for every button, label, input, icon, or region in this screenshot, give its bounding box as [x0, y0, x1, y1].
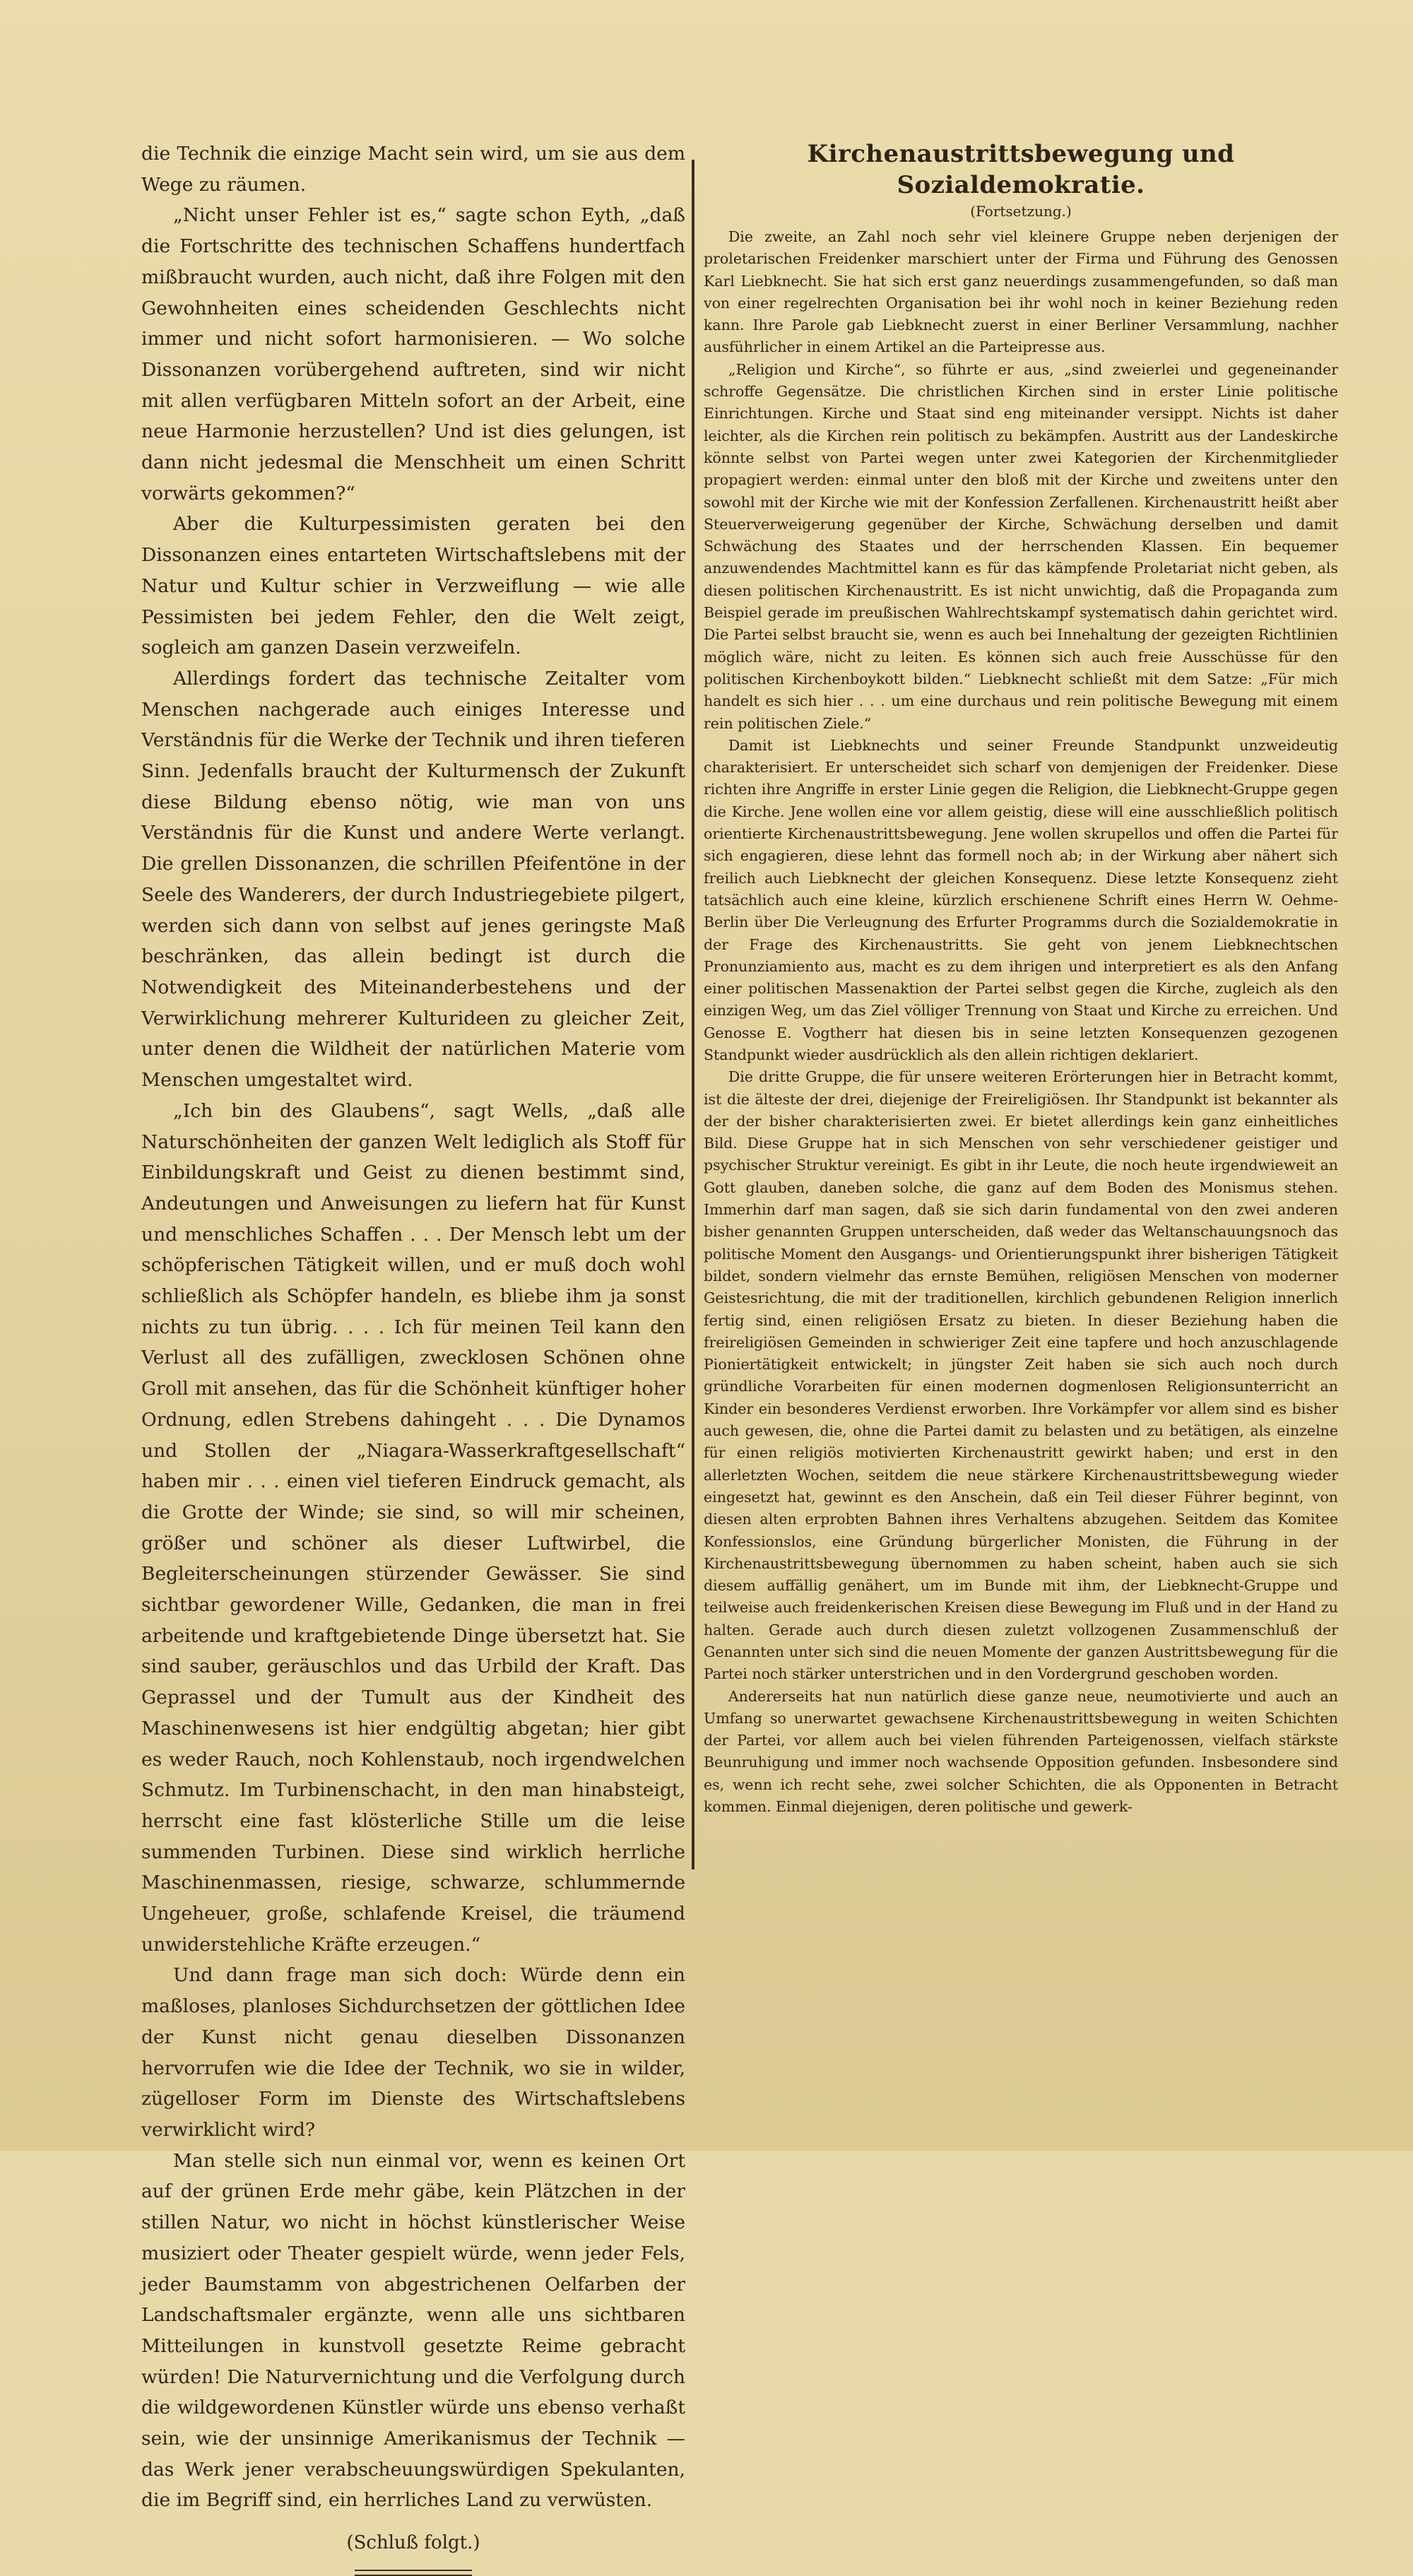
- left-paragraph: Aber die Kulturpessimisten geraten bei den Dissonanzen eines entarteten Wirtschaftslebens mit der Natur und Kultur schier in Verzweiflung — wie alle Pessimisten bei jedem Fehler, den die Welt zeigt, sogleich am ganzen Dasein verzweifeln.: [141, 513, 685, 659]
- left-paragraph: Und dann frage man sich doch: Würde denn ein maßloses, planloses Sichdurchsetzen der göttlichen Idee der Kunst nicht genau dieselben Dissonanzen hervorrufen wie die Idee der Technik, wo sie in wilder, zügelloser Form im Dienste des Wirtschaftslebens verwirklicht wird?: [141, 1964, 685, 2141]
- right-paragraph: „Religion und Kirche“, so führte er aus, „sind zweierlei und gegeneinander schroffe Gegensätze. Die christlichen Kirchen sind in erster Linie politische Einrichtungen. Kirche und Staat sind eng miteinander versippt. Nichts ist daher leichter, als die Kirchen rein politisch zu bekämpfen. Austritt aus der Landeskirche könnte selbst von Partei wegen unter zwei Kategorien der Kirchenmitglieder propagiert werden: einmal unter den bloß mit der Kirche und zweitens unter den sowohl mit der Kirche wie mit der Konfession Zerfallenen. Kirchenaustritt heißt aber Steuerverweigerung gegenüber der Kirche, Schwächung derselben und damit Schwächung des Staates und der herrschenden Klassen. Ein bequemer anzuwendendes Machtmittel kann es für das kämpfende Proletariat nicht geben, als diesen politischen Kirchenaustritt. Es ist nicht unwichtig, daß die Propaganda zum Beispiel gerade im preußischen Wahlrechtskampf systematisch dahin gerichtet wird. Die Partei selbst braucht sie, wenn es auch bei Innehaltung der gezeigten Richtlinien möglich wäre, nicht zu leiten. Es können sich auch freie Ausschüsse für den politischen Kirchenboykott bilden.“ Liebknecht schließt mit dem Satze: „Für mich handelt es sich hier . . . um eine durchaus und rein politische Bewegung mit einem rein politischen Ziele.“: [704, 360, 1338, 732]
- article-subhead: (Fortsetzung.): [970, 203, 1072, 220]
- right-paragraph: Andererseits hat nun natürlich diese ganze neue, neumotivierte und auch an Umfang so unerwartet gewachsene Kirchenaustrittsbewegung in weiten Schichten der Partei, vor allem auch bei vielen führenden Parteigenossen, vielfach stärkste Beunruhigung und immer noch wachsende Opposition gefunden. Insbesondere sind es, wenn ich recht sehe, zwei solcher Schichten, die als Opponenten in Betracht kommen. Einmal diejenigen, deren politische und gewerk-: [704, 1687, 1338, 1816]
- left-paragraph: die Technik die einzige Macht sein wird, um sie aus dem Wege zu räumen.: [141, 143, 685, 196]
- left-paragraph: „Ich bin des Glaubens“, sagt Wells, „daß alle Naturschönheiten der ganzen Welt lediglich als Stoff für Einbildungskraft und Geist zu dienen bestimmt sind, Andeutungen und Anweisungen zu liefern hat für Kunst und menschliches Schaffen . . . Der Mensch lebt um der schöpferischen Tätigkeit willen, und er muß doch wohl schließlich als Schöpfer handeln, es bliebe ihm ja sonst nichts zu tun übrig. . . . Ich für meinen Teil kann den Verlust all des zufälligen, zwecklosen Schönen ohne Groll mit ansehen, das für die Schönheit künftiger hoher Ordnung, edlen Strebens dahingeht . . . Die Dynamos und Stollen der „Niagara-Wasserkraftgesellschaft“ haben mir . . . einen viel tieferen Eindruck gemacht, als die Grotte der Winde; sie sind, so will mir scheinen, größer und schöner als dieser Luftwirbel, die Begleiterscheinungen stürzender Gewässer. Sie sind sichtbar gewordener Wille, Gedanken, die man in frei arbeitende und kraftgebietende Dinge übersetzt hat. Sie sind sauber, geräuschlos und das Urbild der Kraft. Das Geprassel und der Tumult aus der Kindheit des Maschinenwesens ist hier endgültig abgetan; hier gibt es weder Rauch, noch Kohlenstaub, noch irgendwelchen Schmutz. Im Turbinenschacht, in den man hinabsteigt, herrscht eine fast klösterliche Stille um die leise summenden Turbinen. Diese sind wirklich herrliche Maschinenmassen, riesige, schwarze, schlummernde Ungeheuer, große, schlafende Kreisel, die träumend unwiderstehliche Kräfte erzeugen.“: [141, 1099, 685, 1956]
- continuation-note: (Schluß folgt.): [346, 2532, 480, 2554]
- left-paragraph: „Nicht unser Fehler ist es,“ sagte schon Eyth, „daß die Fortschritte des technischen Schaffens hundertfach mißbraucht wurden, auch nicht, daß ihre Folgen mit den Gewohnheiten eines scheidenden Geschlechts nicht immer und nicht sofort harmonisieren. — Wo solche Dissonanzen vorübergehend auftreten, sind wir nicht mit allen verfügbaren Mitteln sofort an der Arbeit, eine neue Harmonie herzustellen? Und ist dies gelungen, ist dann nicht jedesmal die Menschheit um einen Schritt vorwärts gekommen?“: [141, 204, 685, 504]
- right-paragraph: Die dritte Gruppe, die für unsere weiteren Erörterungen hier in Betracht kommt, ist die älteste der drei, diejenige der Freireligiösen. Ihr Standpunkt ist bekannter als der der bisher charakterisierten zwei. Er bietet allerdings kein ganz einheitliches Bild. Diese Gruppe hat in sich Menschen von sehr verschiedener geistiger und psychischer Struktur vereinigt. Es gibt in ihr Leute, die noch heute irgendwieweit an Gott glauben, daneben solche, die ganz auf dem Boden des Monismus stehen. Immerhin darf man sagen, daß sie sich darin fundamental von den zwei anderen bisher genannten Gruppen unterscheiden, daß weder das Weltanschauungsnoch das politische Moment den Ausgangs- und Orientierungspunkt ihrer bisherigen Tätigkeit bildet, sondern vielmehr das ernste Bemühen, religiösen Menschen von moderner Geistesrichtung, die mit der traditionellen, kirchlich gebundenen Religion innerlich fertig sind, einen religiösen Ersatz zu bieten. In dieser Beziehung haben die freireligiösen Gemeinden in schwieriger Zeit eine tapfere und hoch anzuschlagende Pioniertätigkeit entwickelt; in jüngster Zeit haben sie sich auch noch durch gründliche Vorarbeiten für einen modernen dogmenlosen Religionsunterricht an Kinder ein besonderes Verdienst erworben. Ihre Vorkämpfer vor allem sind es bisher auch gewesen, die, ohne die Partei damit zu belasten und zu betätigen, als einzelne für einen religiös motivierten Kirchenaustritt gewirkt haben; und erst in den allerletzten Wochen, seitdem die neue stärkere Kirchenaustrittsbewegung wieder eingesetzt hat, gewinnt es den Anschein, daß ein Teil dieser Führer beginnt, von diesen alten erprobten Bahnen ihres Verhaltens abzugehen. Seitdem das Komitee Konfessionslos, eine Gründung bürgerlicher Monisten, die Führung in der Kirchenaustrittsbewegung übernommen zu haben scheint, haben auch sie sich diesem auffällig genähert, um im Bunde mit ihm, der Liebknecht-Gruppe und teilweise auch freidenkerischen Kreisen diese Bewegung im Fluß und in der Hand zu halten. Gerade auch durch diesen zuletzt vollzogenen Zusammenschluß der Genannten unter sich sind die neuen Momente der ganzen Austrittsbewegung für die Partei noch stärker unterstrichen und in den Vordergrund geschoben worden.: [704, 1068, 1338, 1683]
- right-column: [704, 138, 1338, 1818]
- left-paragraph: Allerdings fordert das technische Zeitalter vom Menschen nachgerade auch einiges Interesse und Verständnis für die Werke der Technik und ihren tieferen Sinn. Jedenfalls braucht der Kulturmensch der Zukunft diese Bildung ebenso nötig, wie man von uns Verständnis für die Kunst und andere Werte verlangt. Die grellen Dissonanzen, die schrillen Pfeifentöne in der Seele des Wanderers, der durch Industriegebiete pilgert, werden sich dann von selbst auf jenes geringste Maß beschränken, das allein bedingt ist durch die Notwendigkeit des Miteinanderbestehens und der Verwirklichung mehrerer Kulturideen zu gleicher Zeit, unter denen die Wildheit der natürlichen Materie vom Menschen umgestaltet wird.: [141, 667, 685, 1092]
- column-divider: [692, 160, 694, 1869]
- article-headline: Kirchenaustrittsbewegung und Sozialdemokratie.: [807, 140, 1235, 199]
- right-paragraph: Die zweite, an Zahl noch sehr viel kleinere Gruppe neben derjenigen der proletarischen Freidenker marschiert unter der Firma und Führung des Genossen Karl Liebknecht. Sie hat sich erst ganz neuerdings zusammengefunden, so daß man von einer regelrechten Organisation bei ihr wohl noch in keiner Beziehung reden kann. Ihre Parole gab Liebknecht zuerst in einer Berliner Versammlung, nachher ausführlicher in einem Artikel an die Parteipresse aus.: [704, 228, 1338, 356]
- left-paragraph: Man stelle sich nun einmal vor, wenn es keinen Ort auf der grünen Erde mehr gäbe, kein Plätzchen in der stillen Natur, wo nicht in höchst künstlerischer Weise musiziert oder Theater gespielt würde, wenn jeder Fels, jeder Baumstamm von abgestrichenen Oelfarben der Landschaftsmaler ergänzte, wenn alle uns sichtbaren Mitteilungen in kunstvoll gesetzte Reime gebracht würden! Die Naturvernichtung und die Verfolgung durch die wildgewordenen Künstler würde uns ebenso verhaßt sein, wie der unsinnige Amerikanismus der Technik — das Werk jener verabscheuungswürdigen Spekulanten, die im Begriff sind, ein herrliches Land zu verwüsten.: [141, 2149, 685, 2512]
- right-paragraph: Damit ist Liebknechts und seiner Freunde Standpunkt unzweideutig charakterisiert. Er unterscheidet sich scharf von demjenigen der Freidenker. Diese richten ihre Angriffe in erster Linie gegen die Religion, die Liebknecht-Gruppe gegen die Kirche. Jene wollen eine vor allem geistig, diese will eine ausschließlich politisch orientierte Kirchenaustrittsbewegung. Jene wollen skrupellos und offen die Partei für sich engagieren, diese lehnt das formell noch ab; in der Wirkung aber nähert sich freilich auch Liebknecht der gleichen Konsequenz. Diese letzte Konsequenz zieht tatsächlich auch eine kleine, kürzlich erschienene Schrift eines Herrn W. Oehme-Berlin über Die Verleugnung des Erfurter Programms durch die Sozialdemokratie in der Frage des Kirchenaustritts. Sie geht von jenem Liebknechtschen Pronunziamiento aus, macht es zu dem ihrigen und interpretiert es als den Anfang einer politischen Massenaktion der Partei selbst gegen die Kirche, zugleich als den einzigen Weg, um das Ziel völliger Trennung von Staat und Kirche zu erreichen. Und Genosse E. Vogtherr hat diesen bis in seine letzten Konsequenzen gezogenen Standpunkt wieder ausdrücklich als den allein richtigen deklariert.: [704, 736, 1338, 1063]
- left-column: [141, 138, 685, 2576]
- closing-rule: [355, 2570, 472, 2576]
